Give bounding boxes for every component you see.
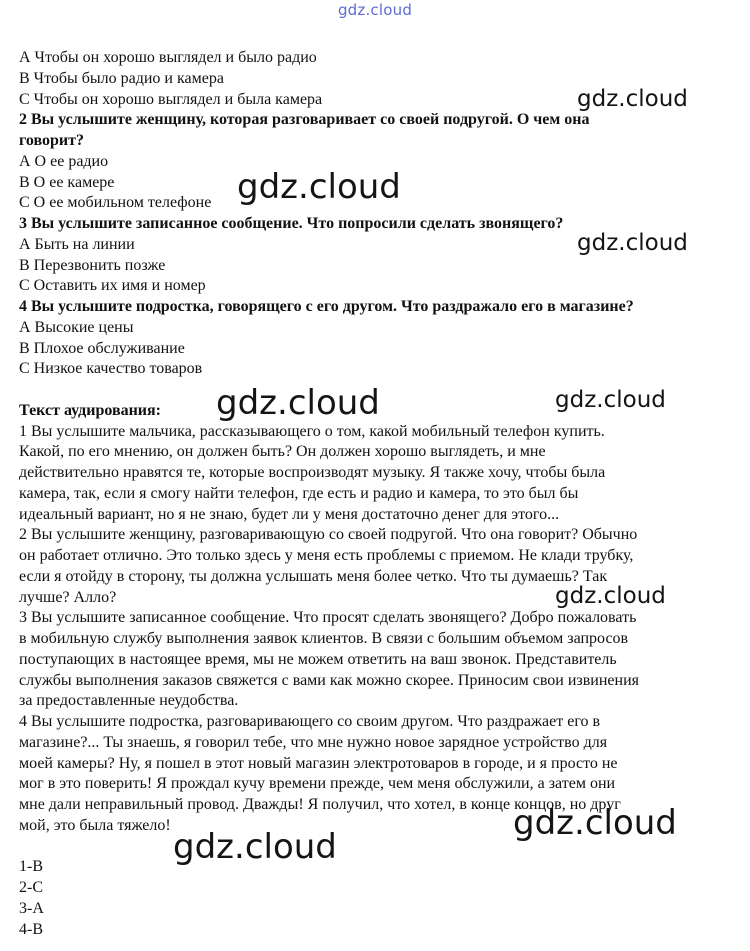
q1-option-a: А Чтобы он хорошо выглядел и было радио bbox=[19, 49, 317, 66]
q4-option-c: С Низкое качество товаров bbox=[19, 360, 203, 378]
answer-1: 1-В bbox=[19, 858, 43, 876]
answer-3: 3-А bbox=[19, 899, 44, 917]
q3-option-c: С Оставить их имя и номер bbox=[19, 277, 206, 295]
transcript-line: магазине?... Ты знаешь, я говорил тебе, что мне нужно новое зарядное устройство для bbox=[19, 733, 608, 751]
q2-option-a: А О ее радио bbox=[19, 152, 109, 170]
transcript-line: мог в это поверить! Я прождал кучу времени прежде, чем меня обслужили, а затем они bbox=[19, 775, 616, 793]
q4-text: 4 Вы услышите подростка, говорящего с его другом. Что раздражало его в магазине? bbox=[19, 298, 634, 315]
watermark-text: gdz.cloud bbox=[237, 167, 401, 207]
watermark-text: gdz.cloud bbox=[173, 827, 337, 867]
q2-text-line1: 2 Вы услышите женщину, которая разговаривает со своей подругой. О чем она bbox=[19, 111, 590, 129]
transcript-line: 4 Вы услышите подростка, разговаривающего со своим другом. Что раздражает его в bbox=[19, 713, 601, 730]
q1-option-c: С Чтобы он хорошо выглядел и была камера bbox=[19, 90, 323, 108]
transcript-line: 3 Вы услышите записанное сообщение. Что просят сделать звонящего? Добро пожаловать bbox=[19, 609, 637, 627]
watermark-text: gdz.cloud bbox=[555, 583, 666, 609]
q2-text-line2: говорит? bbox=[19, 132, 84, 149]
q3-option-b: В Перезвонить позже bbox=[19, 256, 166, 274]
transcript-line: за предоставленные неудобства. bbox=[19, 692, 239, 710]
transcript-line: мой, это была тяжело! bbox=[19, 816, 171, 834]
transcript-line: службы выполнения заказов свяжется с вами как можно скорее. Приносим свои извинения bbox=[19, 671, 640, 689]
q3-option-a: А Быть на линии bbox=[19, 235, 135, 253]
watermark-text: gdz.cloud bbox=[577, 230, 688, 256]
transcript-line: мне дали неправильный провод. Дважды! Я получил, что хотел, в конце концов, но друг bbox=[19, 796, 621, 813]
q3-text: 3 Вы услышите записанное сообщение. Что попросили сделать звонящего? bbox=[19, 215, 564, 232]
transcript-line: он работает отлично. Это только здесь у меня есть проблемы с приемом. Не клади трубку, bbox=[19, 547, 634, 564]
watermark-text: gdz.cloud bbox=[216, 383, 380, 423]
transcript-line: в мобильную службу выполнения заявок клиентов. В связи с большим объемом запросов bbox=[19, 630, 629, 647]
q2-option-b: В О ее камере bbox=[19, 173, 115, 191]
q1-option-b: В Чтобы было радио и камера bbox=[19, 69, 224, 87]
transcript-line: камера, так, если я смогу найти телефон, где есть и радио и камера, то это был бы bbox=[19, 484, 579, 502]
q2-option-c: С О ее мобильном телефоне bbox=[19, 194, 212, 212]
watermark-text: gdz.cloud bbox=[555, 387, 666, 413]
transcript-line: поступающих в настоящее время, мы не можем ответить на ваш звонок. Представитель bbox=[19, 650, 617, 668]
transcript-line: 1 Вы услышите мальчика, рассказывающего о том, какой мобильный телефон купить. bbox=[19, 422, 605, 440]
watermark-text: gdz.cloud bbox=[577, 86, 688, 112]
header-watermark: gdz.cloud bbox=[337, 1, 413, 19]
transcript-line: идеальный вариант, но я не знаю, будет ли у меня достаточно денег для этого... bbox=[19, 505, 560, 523]
watermark-text: gdz.cloud bbox=[513, 803, 677, 843]
transcript-heading: Текст аудирования: bbox=[19, 401, 161, 419]
transcript-line: Какой, по его мнению, он должен быть? Он должен хорошо выглядеть, и мне bbox=[19, 443, 546, 461]
q4-option-b: В Плохое обслуживание bbox=[19, 339, 185, 357]
transcript-line: лучше? Алло? bbox=[19, 588, 117, 606]
answer-4: 4-В bbox=[19, 920, 43, 938]
answer-2: 2-С bbox=[19, 879, 43, 896]
transcript-line: если я отойду в сторону, ты должна услышать меня более четко. Что ты думаешь? Так bbox=[19, 567, 608, 585]
q4-option-a: А Высокие цены bbox=[19, 318, 134, 336]
transcript-line: 2 Вы услышите женщину, разговаривающую со своей подругой. Что она говорит? Обычно bbox=[19, 526, 638, 544]
transcript-line: действительно нравятся те, которые воспроизводят музыку. Я также хочу, чтобы была bbox=[19, 464, 606, 481]
transcript-line: моей камеры? Ну, я пошел в этот новый магазин электротоваров в городе, и я просто не bbox=[19, 754, 618, 772]
